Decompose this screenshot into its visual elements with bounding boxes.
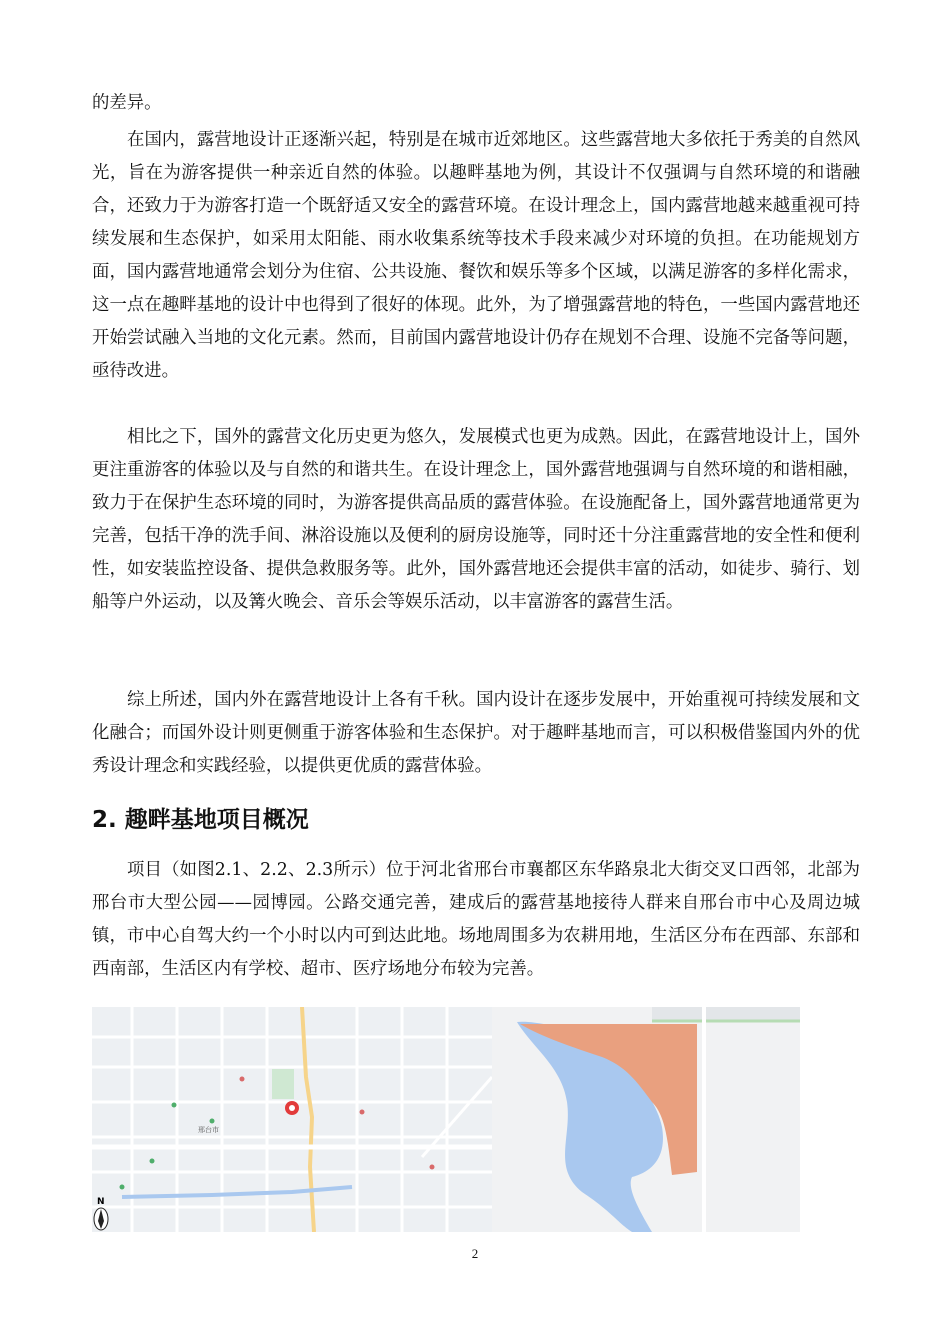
map-image (92, 1007, 800, 1232)
paragraph-project-overview: 项目（如图2.1、2.2、2.3所示）位于河北省邢台市襄都区东华路泉北大街交叉口西邻，北部为邢台市大型公园——园博园。公路交通完善，建成后的露营基地接待人群来自邢台市中心及周边城镇，市中心自驾大约一个小时以内可到达此地。场地周围多为农耕用地，生活区分布在西部、东部和西南部，生活区内有学校、超市、医疗场地分布较为完善。 (92, 860, 860, 979)
svg-text:N: N (97, 1197, 105, 1207)
paragraph-summary: 综上所述，国内外在露营地设计上各有千秋。国内设计在逐步发展中，开始重视可持续发展和文化融合；而国外设计则更侧重于游客体验和生态保护。对于趣畔基地而言，可以积极借鉴国内外的优秀设计理念和实践经验，以提供更优质的露营体验。 (92, 690, 860, 776)
paragraph-domestic: 在国内，露营地设计正逐渐兴起，特别是在城市近郊地区。这些露营地大多依托于秀美的自然风光，旨在为游客提供一种亲近自然的体验。以趣畔基地为例，其设计不仅强调与自然环境的和谐融合，还致力于为游客打造一个既舒适又安全的露营环境。在设计理念上，国内露营地越来越重视可持续发展和生态保护，如采用太阳能、雨水收集系统等技术手段来减少对环境的负担。在功能规划方面，国内露营地通常会划分为住宿、公共设施、餐饮和娱乐等多个区域，以满足游客的多样化需求，这一点在趣畔基地的设计中也得到了很好的体现。此外，为了增强露营地的特色，一些国内露营地还开始尝试融入当地的文化元素。然而，目前国内露营地设计仍存在规划不合理、设施不完备等问题，亟待改进。 (92, 130, 860, 381)
paragraph-continuation: 的差异。 (92, 93, 162, 113)
paragraph-foreign: 相比之下，国外的露营文化历史更为悠久，发展模式也更为成熟。因此，在露营地设计上，国外更注重游客的体验以及与自然的和谐共生。在设计理念上，国外露营地强调与自然环境的和谐相融，致力于在保护生态环境的同时，为游客提供高品质的露营体验。在设施配备上，国外露营地通常更为完善，包括干净的洗手间、淋浴设施以及便利的厨房设施等，同时还十分注重露营地的安全性和便利性，如安装监控设备、提供急救服务等。此外，国外露营地还会提供丰富的活动，如徒步、骑行、划船等户外运动，以及篝火晚会、音乐会等娱乐活动，以丰富游客的露营生活。 (92, 427, 860, 612)
section-heading: 2. 趣畔基地项目概况 (92, 807, 309, 833)
location-map (92, 1007, 800, 1232)
map-city-label: 邢台市 (198, 1126, 219, 1134)
page-number: 2 (471, 1246, 479, 1261)
